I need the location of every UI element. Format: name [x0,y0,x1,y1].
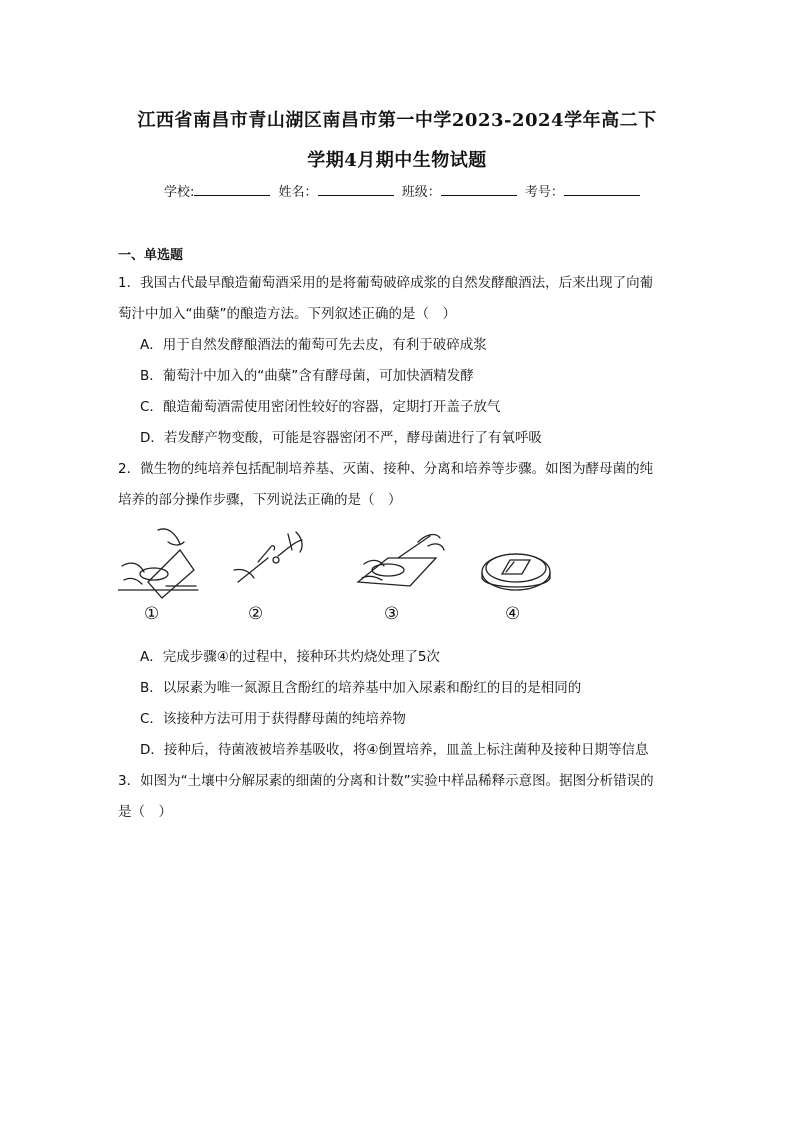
figure-label-1: ① [144,604,160,624]
exam-title-line1: 江西省南昌市青山湖区南昌市第一中学2023-2024学年高二下 [137,110,657,131]
q1-option-b: B．葡萄汁中加入的“曲蘖”含有酵母菌，可加快酒精发酵 [140,368,474,384]
step1-pouring-illustration [118,529,198,598]
step4-petri-dish-illustration [482,554,550,590]
school-blank[interactable] [194,183,270,196]
section-title: 一、单选题 [118,248,184,263]
q2-option-a: A．完成步骤④的过程中，接种环共灼烧处理了5次 [140,649,440,665]
q2-option-c: C．该接种方法可用于获得酵母菌的纯培养物 [140,711,406,727]
q3-stem-line2: 是（ ） [118,804,172,820]
q2-option-d: D．接种后，待菌液被培养基吸收，将④倒置培养，皿盖上标注菌种及接种日期等信息 [140,742,649,758]
q2-stem-line1: 2．微生物的纯培养包括配制培养基、灭菌、接种、分离和培养等步骤。如图为酵母菌的纯 [118,461,654,477]
name-label: 姓名： [278,185,318,200]
class-blank[interactable] [441,183,517,196]
q1-option-c: C．酿造葡萄酒需使用密闭性较好的容器，定期打开盖子放气 [140,399,501,415]
step3-streaking-illustration [358,535,444,586]
q2-stem-line2: 培养的部分操作步骤，下列说法正确的是（ ） [118,492,402,508]
school-label: 学校: [164,185,195,200]
exam-number-blank[interactable] [564,183,640,196]
q1-option-d: D．若发酵产物变酸，可能是容器密闭不严，酵母菌进行了有氧呼吸 [140,430,542,446]
exam-title-line2: 学期4月期中生物试题 [307,150,487,171]
q2-option-b: B．以尿素为唯一氮源且含酚红的培养基中加入尿素和酚红的目的是相同的 [140,680,582,696]
q3-stem-line1: 3．如图为“土壤中分解尿素的细菌的分离和计数”实验中样品稀释示意图。据图分析错误的 [118,773,654,789]
student-info-row [164,181,644,200]
figure-label-3: ③ [384,604,400,624]
figure-label-2: ② [248,604,264,624]
q1-option-a: A．用于自然发酵酿酒法的葡萄可先去皮，有利于破碎成浆 [140,337,487,353]
exam-number-label: 考号： [524,185,564,200]
step2-flaming-illustration [234,532,302,582]
q1-stem-line2: 萄汁中加入“曲蘖”的酿造方法。下列叙述正确的是（ ） [118,306,456,322]
name-blank[interactable] [318,183,394,196]
figure-label-4: ④ [505,604,521,624]
class-label: 班级： [401,185,441,200]
q1-stem-line1: 1．我国古代最早酿造葡萄酒采用的是将葡萄破碎成浆的自然发酵酿酒法，后来出现了向葡 [118,275,654,291]
